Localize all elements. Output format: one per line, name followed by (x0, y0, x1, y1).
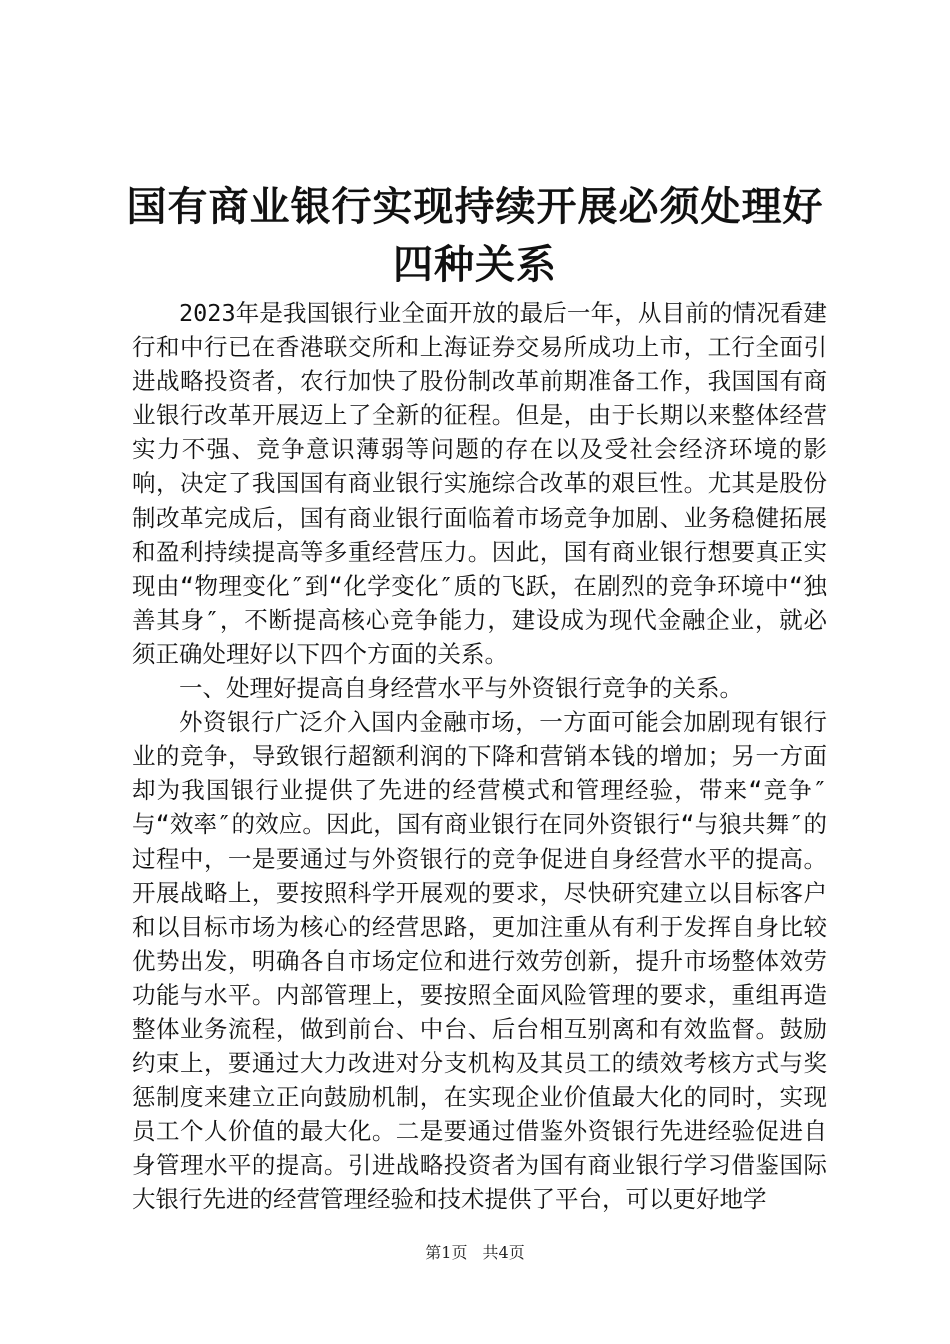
section-heading-1: 一、处理好提高自身经营水平与外资银行竞争的关系。 (179, 674, 743, 703)
document-title: 国有商业银行实现持续开展必须处理好四种关系 (126, 184, 824, 288)
page-total: 共4页 (482, 1243, 525, 1262)
paragraph-intro: 2023年是我国银行业全面开放的最后一年，从目前的情况看建行和中行已在香港联交所和上海证券交易所成功上市，工行全面引进战略投资者，农行加快了股份制改革前期准备工作，我国国有商业银行改革开展迈上了全新的征程。但是，由于长期以来整体经营实力不强、竞争意识薄弱等问题的存在以及受社会经济环境的影响，决定了我国国有商业银行实施综合改革的艰巨性。尤其是股份制改革完成后，国有商业银行面临着市场竞争加剧、业务稳健拓展和盈利持续提高等多重经营压力。因此，国有商业银行想要真正实现由“物理变化″到“化学变化″质的飞跃，在剧烈的竞争环境中“独善其身″，不断提高核心竞争能力，建设成为现代金融企业，就必须正确处理好以下四个方面的关系。 (132, 299, 827, 668)
page-footer (0, 1242, 950, 1264)
paragraph-section-1: 外资银行广泛介入国内金融市场，一方面可能会加剧现有银行业的竞争，导致银行超额利润的下降和营销本钱的增加；另一方面却为我国银行业提供了先进的经营模式和管理经验，带来“竞争″与“效率″的效应。因此，国有商业银行在同外资银行“与狼共舞″的过程中，一是要通过与外资银行的竞争促进自身经营水平的提高。开展战略上，要按照科学开展观的要求，尽快研究建立以目标客户和以目标市场为核心的经营思路，更加注重从有利于发挥自身比较优势出发，明确各自市场定位和进行效劳创新，提升市场整体效劳功能与水平。内部管理上，要按照全面风险管理的要求，重组再造整体业务流程，做到前台、中台、后台相互别离和有效监督。鼓励约束上，要通过大力改进对分支机构及其员工的绩效考核方式与奖惩制度来建立正向鼓励机制，在实现企业价值最大化的同时，实现员工个人价值的最大化。二是要通过借鉴外资银行先进经验促进自身管理水平的提高。引进战略投资者为国有商业银行学习借鉴国际大银行先进的经营管理经验和技术提供了平台，可以更好地学 (132, 708, 827, 1214)
document-body (132, 296, 827, 1217)
page-number: 第1页 (425, 1243, 468, 1262)
